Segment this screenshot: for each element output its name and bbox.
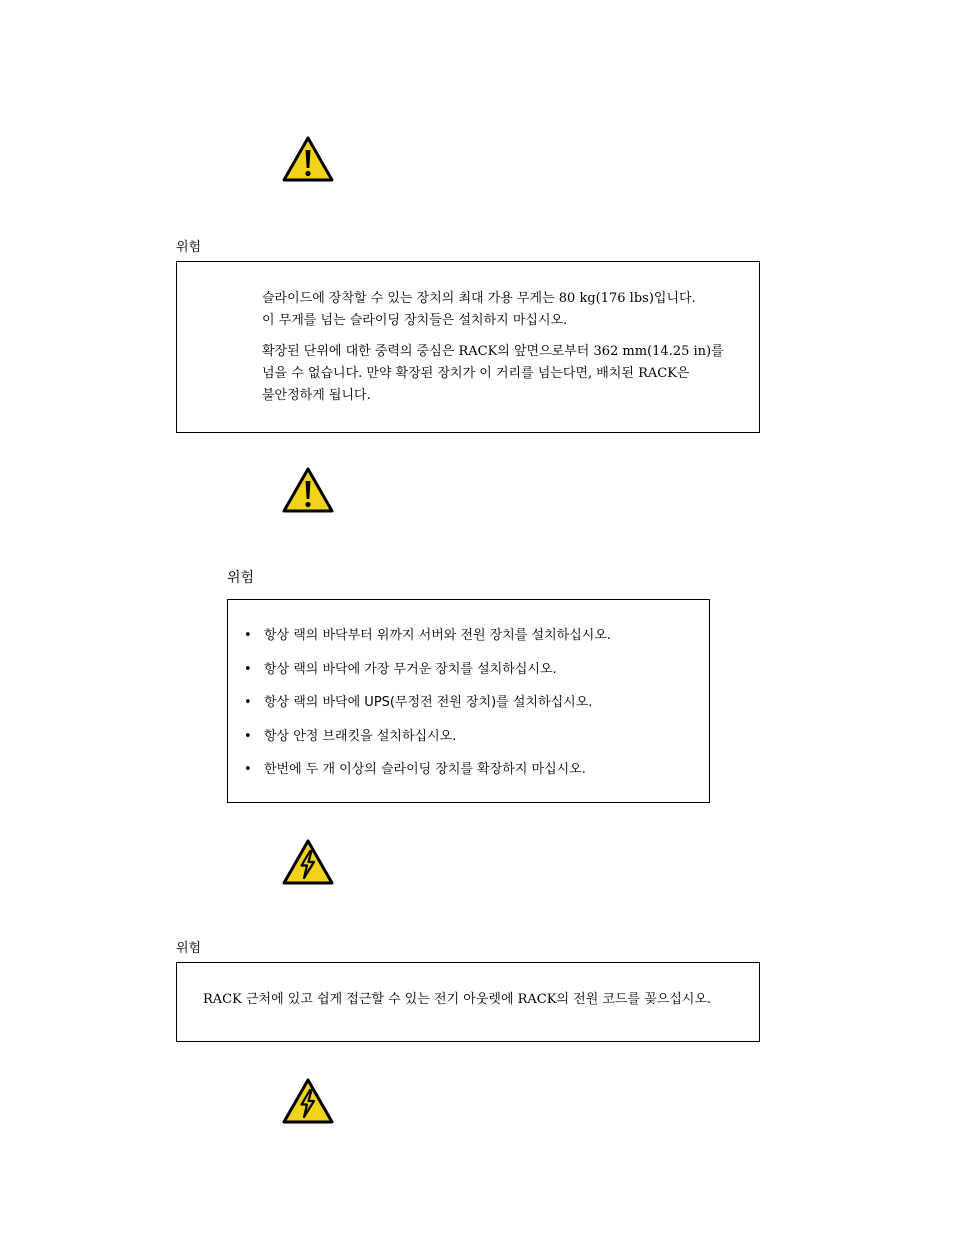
text-line: 불안정하게 됩니다.: [262, 388, 371, 403]
weight-limit-paragraph: [262, 288, 757, 332]
warning-triangle-icon: [281, 135, 335, 183]
danger-notice-box: [227, 599, 710, 803]
danger-label: 위험: [176, 240, 202, 255]
rack-install-list: [244, 626, 704, 794]
bullet-icon: •: [244, 728, 252, 744]
bullet-icon: •: [244, 695, 252, 710]
text-line: 확장된 단위에 대한 중력의 중심은 RACK의 앞면으로부터 362 mm(14.25 in)를: [262, 344, 724, 359]
bullet-icon: •: [244, 661, 252, 677]
text-line: 이 무게를 넘는 슬라이딩 장치들은 설치하지 마십시오.: [262, 313, 568, 328]
list-item: • 항상 안정 브래킷을 설치하십시오.: [244, 727, 704, 761]
text-line: 넘을 수 없습니다. 만약 확장된 장치가 이 거리를 넘는다면, 배치된 RACK은: [262, 366, 690, 381]
bullet-icon: •: [244, 762, 252, 777]
danger-notice-box: [176, 962, 760, 1042]
list-item: • 항상 랙의 바닥에 UPS(무정전 전원 장치)를 설치하십시오.: [244, 693, 704, 727]
electrical-hazard-icon: [281, 838, 335, 886]
danger-notice-box: [176, 261, 760, 433]
warning-triangle-icon: [281, 466, 335, 514]
bullet-icon: •: [244, 628, 252, 643]
text-line: 슬라이드에 장착할 수 있는 장치의 최대 가용 무게는 80 kg(176 lbs)입니다.: [262, 291, 696, 306]
electrical-hazard-icon: [281, 1077, 335, 1125]
power-cord-instruction: RACK 근처에 있고 쉽게 접근할 수 있는 전기 아웃렛에 RACK의 전원 코드를 꽂으십시오.: [203, 992, 712, 1007]
list-item: • 항상 랙의 바닥부터 위까지 서버와 전원 장치를 설치하십시오.: [244, 626, 704, 660]
list-item: • 한번에 두 개 이상의 슬라이딩 장치를 확장하지 마십시오.: [244, 760, 704, 794]
danger-label: 위험: [176, 941, 202, 956]
center-of-gravity-paragraph: [262, 341, 757, 407]
danger-label: 위험: [227, 570, 255, 586]
list-item: • 항상 랙의 바닥에 가장 무거운 장치를 설치하십시오.: [244, 660, 704, 694]
